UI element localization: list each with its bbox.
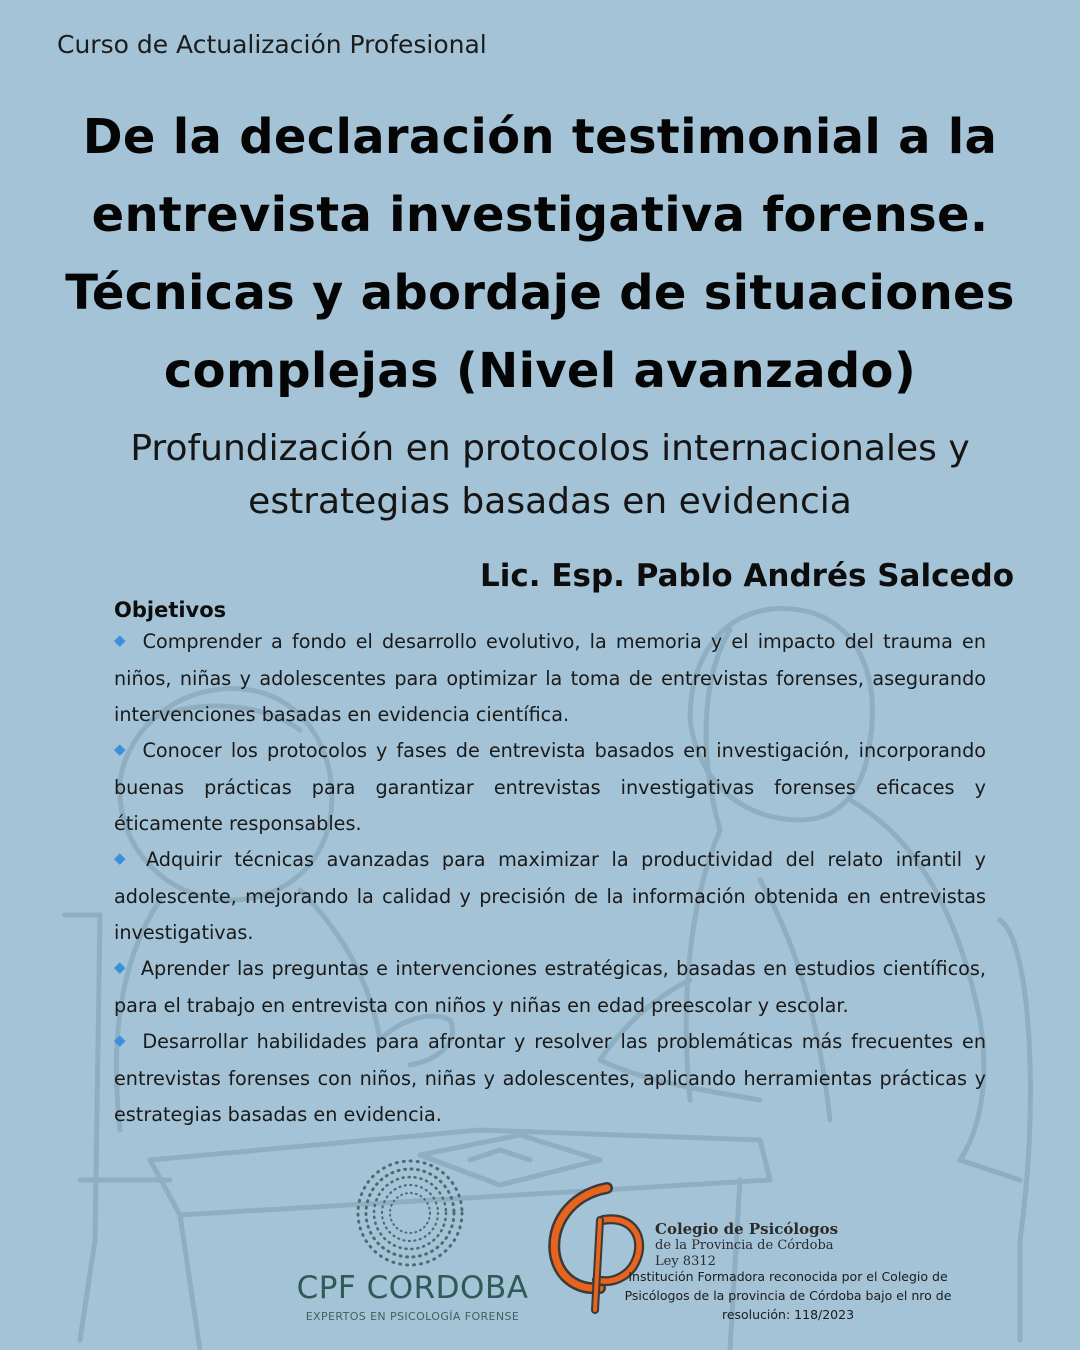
cpf-cordoba-logo bbox=[285, 1158, 540, 1338]
diamond-bullet-icon: ◆ bbox=[114, 958, 127, 976]
title-line: complejas (Nivel avanzado) bbox=[163, 343, 917, 399]
objectives-heading: Objetivos bbox=[114, 598, 227, 622]
objective-item bbox=[114, 733, 986, 842]
objective-text: Conocer los protocolos y fases de entrevista basados en investigación, incorporando buenas prácticas para garantizar entrevistas investigativas forenses eficaces y éticamente responsables. bbox=[114, 739, 986, 835]
title-line: De la declaración testimonial a la bbox=[82, 109, 998, 165]
diamond-bullet-icon: ◆ bbox=[114, 631, 129, 649]
subtitle-line: estrategias basadas en evidencia bbox=[248, 481, 852, 522]
dotted-circle-logo-icon bbox=[285, 1158, 540, 1268]
course-subtitle bbox=[90, 422, 1010, 528]
colegio-subtitle: de la Provincia de Córdoba bbox=[655, 1238, 834, 1253]
objective-item bbox=[114, 951, 986, 1024]
objective-text: Aprender las preguntas e intervenciones estratégicas, basadas en estudios científicos, para el trabajo en entrevista con niños y niñas en edad preescolar y escolar. bbox=[114, 957, 986, 1017]
course-title bbox=[30, 98, 1050, 410]
course-type-label: Curso de Actualización Profesional bbox=[57, 30, 487, 59]
subtitle-line: Profundización en protocolos internacionales y bbox=[130, 428, 970, 469]
accreditation-note: Institución Formadora reconocida por el Colegio de Psicólogos de la provincia de Córdoba bajo el nro de resolución: 118/2023 bbox=[624, 1269, 952, 1322]
title-line: entrevista investigativa forense. bbox=[91, 187, 989, 243]
diamond-bullet-icon: ◆ bbox=[114, 740, 129, 758]
colegio-name: Colegio de Psicólogos bbox=[655, 1220, 839, 1238]
objective-text: Desarrollar habilidades para afrontar y resolver las problemáticas más frecuentes en entrevistas forenses con niños, niñas y adolescentes, aplicando herramientas prácticas y estrategias basadas en evidencia. bbox=[114, 1030, 986, 1126]
objective-text: Adquirir técnicas avanzadas para maximizar la productividad del relato infantil y adolescente, mejorando la calidad y precisión de la información obtenida en entrevistas investigativas. bbox=[114, 848, 986, 944]
diamond-bullet-icon: ◆ bbox=[114, 1031, 129, 1049]
cpf-logo-tagline: EXPERTOS EN PSICOLOGÍA FORENSE bbox=[305, 1310, 520, 1323]
colegio-law: Ley 8312 bbox=[655, 1254, 716, 1269]
title-line: Técnicas y abordaje de situaciones bbox=[65, 265, 1015, 321]
speaker-name: Lic. Esp. Pablo Andrés Salcedo bbox=[480, 558, 1014, 594]
objective-text: Comprender a fondo el desarrollo evolutivo, la memoria y el impacto del trauma en niños, niñas y adolescentes para optimizar la toma de entrevistas forenses, asegurando intervenciones basadas en evidencia científica. bbox=[114, 630, 986, 726]
objectives-section bbox=[114, 598, 986, 1133]
diamond-bullet-icon: ◆ bbox=[114, 849, 133, 867]
cpf-logo-name: CPF CORDOBA bbox=[296, 1270, 529, 1306]
objective-item bbox=[114, 842, 986, 951]
objective-item bbox=[114, 624, 986, 733]
objectives-list bbox=[114, 624, 986, 1133]
objective-item bbox=[114, 1024, 986, 1133]
